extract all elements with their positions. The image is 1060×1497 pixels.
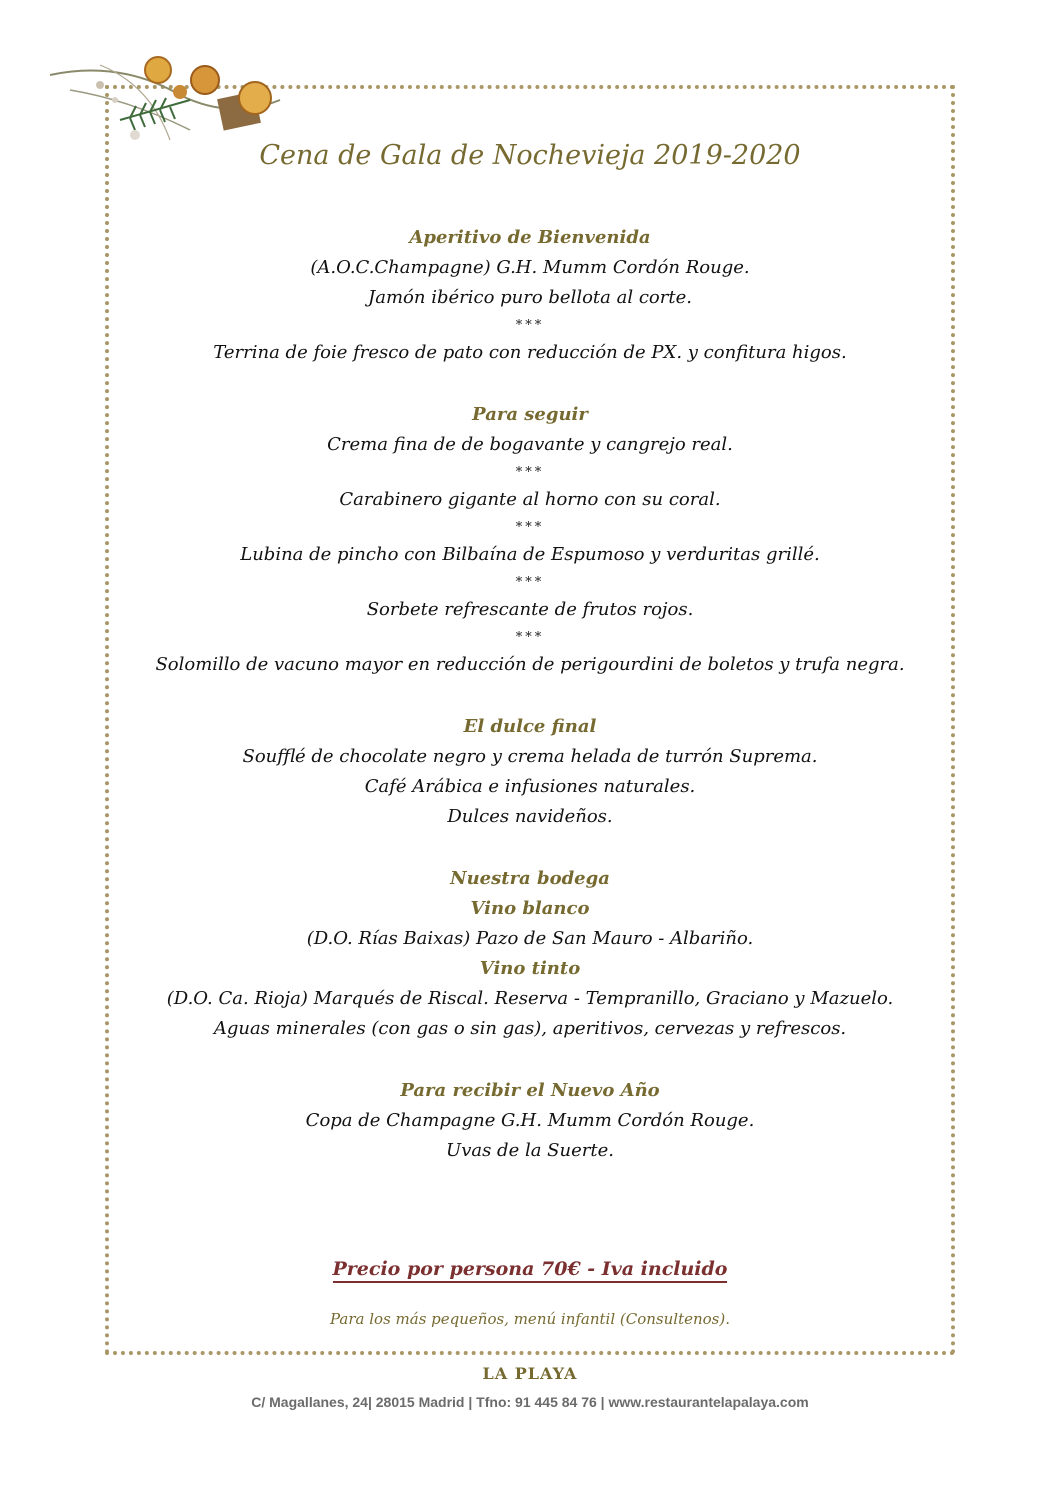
brand-name: LA PLAYA — [482, 1364, 578, 1383]
menu-item: Carabinero gigante al horno con su coral. — [339, 489, 721, 510]
menu-item: Aguas minerales (con gas o sin gas), aperitivos, cervezas y refrescos. — [213, 1018, 847, 1039]
section-heading-nuevo-ano: Para recibir el Nuevo Año — [400, 1080, 660, 1101]
menu-item: (A.O.C.Champagne) G.H. Mumm Cordón Rouge. — [310, 257, 750, 278]
separator: *** — [515, 318, 545, 333]
menu-item: Crema fina de de bogavante y cangrejo real. — [327, 434, 733, 455]
section-heading-seguir: Para seguir — [472, 404, 588, 425]
price-text: Precio por persona 70€ - Iva incluido — [333, 1258, 728, 1283]
menu-item: Café Arábica e infusiones naturales. — [364, 776, 696, 797]
menu-content — [120, 223, 940, 1166]
separator: *** — [515, 575, 545, 590]
separator: *** — [515, 630, 545, 645]
menu-item: Copa de Champagne G.H. Mumm Cordón Rouge. — [305, 1110, 755, 1131]
menu-item: Sorbete refrescante de frutos rojos. — [366, 599, 694, 620]
menu-item: Terrina de foie fresco de pato con reducción de PX. y confitura higos. — [213, 342, 847, 363]
menu-item: Jamón ibérico puro bellota al corte. — [368, 287, 692, 308]
menu-item: Solomillo de vacuno mayor en reducción de perigourdini de boletos y trufa negra. — [155, 654, 905, 675]
page-title: Cena de Gala de Nochevieja 2019-2020 — [259, 140, 801, 171]
menu-item: Lubina de pincho con Bilbaína de Espumoso y verduritas grillé. — [240, 544, 820, 565]
subheading-vino-blanco: Vino blanco — [470, 898, 590, 919]
subheading-vino-tinto: Vino tinto — [479, 958, 581, 979]
menu-item: Dulces navideños. — [447, 806, 613, 827]
separator: *** — [515, 520, 545, 535]
separator: *** — [515, 465, 545, 480]
menu-item: (D.O. Rías Baixas) Pazo de San Mauro - Albariño. — [306, 928, 754, 949]
section-heading-aperitivo: Aperitivo de Bienvenida — [409, 227, 651, 248]
section-heading-bodega: Nuestra bodega — [450, 868, 610, 889]
menu-item: (D.O. Ca. Rioja) Marqués de Riscal. Reserva - Tempranillo, Graciano y Mazuelo. — [166, 988, 894, 1009]
menu-item: Soufflé de chocolate negro y crema helada de turrón Suprema. — [242, 746, 818, 767]
section-heading-dulce: El dulce final — [463, 716, 597, 737]
kids-menu-note: Para los más pequeños, menú infantil (Consultenos). — [330, 1310, 730, 1328]
menu-item: Uvas de la Suerte. — [446, 1140, 614, 1161]
price-line — [0, 1258, 1060, 1280]
footer-address: C/ Magallanes, 24| 28015 Madrid | Tfno: 91 445 84 76 | www.restaurantelapalaya.com — [251, 1394, 809, 1410]
